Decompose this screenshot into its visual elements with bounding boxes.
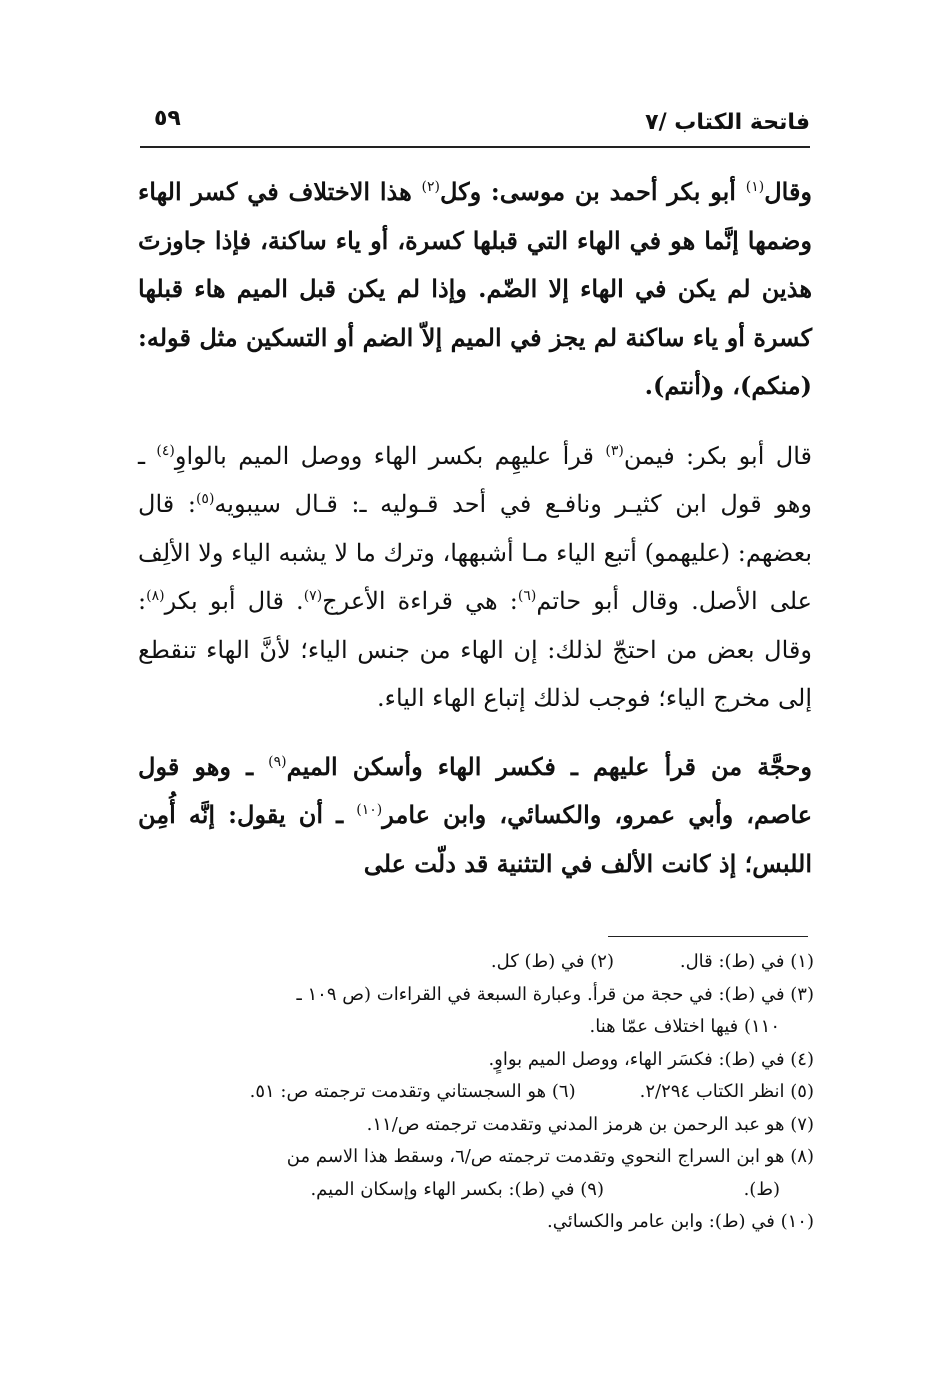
text-run: قرأ عليهِم بكسر الهاء ووصل الميم بالواوِ — [174, 441, 606, 470]
footnote-row-1-2 — [138, 946, 814, 979]
footnote-4: (٤) في (ط): فكسَر الهاء، ووصل الميم بواوٍ. — [488, 1048, 814, 1070]
text-run: وقال — [764, 177, 813, 206]
footnote-ref-8[interactable]: (٨) — [146, 588, 165, 604]
footnote-3 — [138, 979, 814, 1044]
footnotes — [138, 946, 814, 1239]
footnote-ref-3[interactable]: (٣) — [605, 442, 624, 459]
text-run: : قال بعضهم: (عليهمو) أتبع الياء مـا أشبهها، وترك ما لا يشبه الياء ولا الألِف على الأصل. وقال أبو حاتم — [138, 490, 812, 615]
footnote-separator — [608, 936, 808, 937]
running-title: فاتحة الكتاب /٧ — [645, 110, 810, 135]
text-run: : هي قراءة الأعرج — [322, 587, 518, 615]
footnote-1: (١) في (ط): قال. — [679, 951, 814, 972]
header-rule — [140, 146, 810, 148]
footnote-8-line-2: (ط). — [743, 1178, 780, 1200]
footnote-10: (١٠) في (ط): وابن عامر والكسائي. — [547, 1211, 814, 1232]
text-run: أبو بكر أحمد بن موسى: وكل — [439, 177, 746, 206]
paragraph-2 — [138, 432, 812, 723]
footnote-ref-7[interactable]: (٧) — [303, 588, 323, 604]
text-run: هذا الاختلاف في كسر الهاء وضمها إنَّما هو في الهاء التي قبلها كسرة، أو ياء ساكنة، فإذا جاوزتَ هذين لم يكن في الهاء إلا الضّم. وإذا لم يكن قبل الميم هاء قبلها كسرة أو ياء ساكنة لم يجز في الميم إلاّ الضم أو التسكين مثل قوله: (منكم)، و(أنتم). — [138, 177, 812, 400]
footnote-row-5-6 — [138, 1076, 814, 1109]
text-run: . قال أبو بكر — [164, 587, 304, 615]
footnote-3-line-1: (٣) في (ط): في حجة من قرأ. وعبارة السبعة في القراءات (ص ١٠٩ ـ — [296, 983, 814, 1005]
footnote-7: (٧) هو عبد الرحمن بن هرمز المدني وتقدمت ترجمته ص/١١. — [366, 1113, 814, 1135]
paragraph-3 — [138, 743, 812, 889]
main-text — [138, 168, 812, 888]
footnote-5: (٥) انظر الكتاب ٢/٢٩٤. — [639, 1081, 814, 1102]
page-header — [140, 104, 810, 144]
footnote-row-8-9 — [138, 1174, 814, 1207]
text-run: ـ وهو قول ابن كثيـر ونافـع في أحد قـوليه ـ: قـال سيبويه — [138, 441, 813, 518]
footnote-ref-2[interactable]: (٢) — [421, 179, 440, 195]
text-run: قال أبو بكر: فيمن — [623, 441, 812, 470]
footnote-9: (٩) في (ط): بكسر الهاء وإسكان الميم. — [310, 1178, 604, 1200]
footnote-ref-5[interactable]: (٥) — [195, 491, 215, 507]
paragraph-1 — [138, 168, 812, 411]
text-run: : وقال بعض من احتجّ لذلك: إن الهاء من جنس الياء؛ لأنَّ الهاء تنقطع إلى مخرج الياء؛ فوجب لذلك إتباع الهاء الياء. — [138, 587, 812, 712]
footnote-ref-1[interactable]: (١) — [745, 179, 765, 195]
footnote-8-line-1: (٨) هو ابن السراج النحوي وتقدمت ترجمته ص/٦، وسقط هذا الاسم من — [286, 1146, 814, 1167]
text-run: ـ أن يقول: إنَّه أُمِن اللبس؛ إذ كانت الألف في التثنية قد دلّت على — [138, 800, 812, 878]
text-run: ـ وهو قول عاصم، وأبي عمرو، والكسائي، وابن عامر — [138, 751, 813, 829]
footnote-6: (٦) هو السجستاني وتقدمت ترجمته ص: ٥١. — [249, 1081, 576, 1102]
footnote-8 — [138, 1141, 814, 1206]
footnote-ref-6[interactable]: (٦) — [517, 588, 537, 604]
footnote-2: (٢) في (ط) كل. — [490, 951, 614, 972]
text-run: وحجَّة من قرأ عليهم ـ فكسر الهاء وأسكن الميم — [286, 751, 812, 781]
footnote-ref-9[interactable]: (٩) — [268, 753, 287, 770]
page-number: ٥٩ — [154, 106, 181, 131]
footnote-ref-10[interactable]: (١٠) — [356, 802, 383, 818]
footnote-3-line-2: ١١٠) فيها اختلاف عمّا هنا. — [589, 1016, 780, 1037]
footnote-ref-4[interactable]: (٤) — [156, 442, 175, 459]
